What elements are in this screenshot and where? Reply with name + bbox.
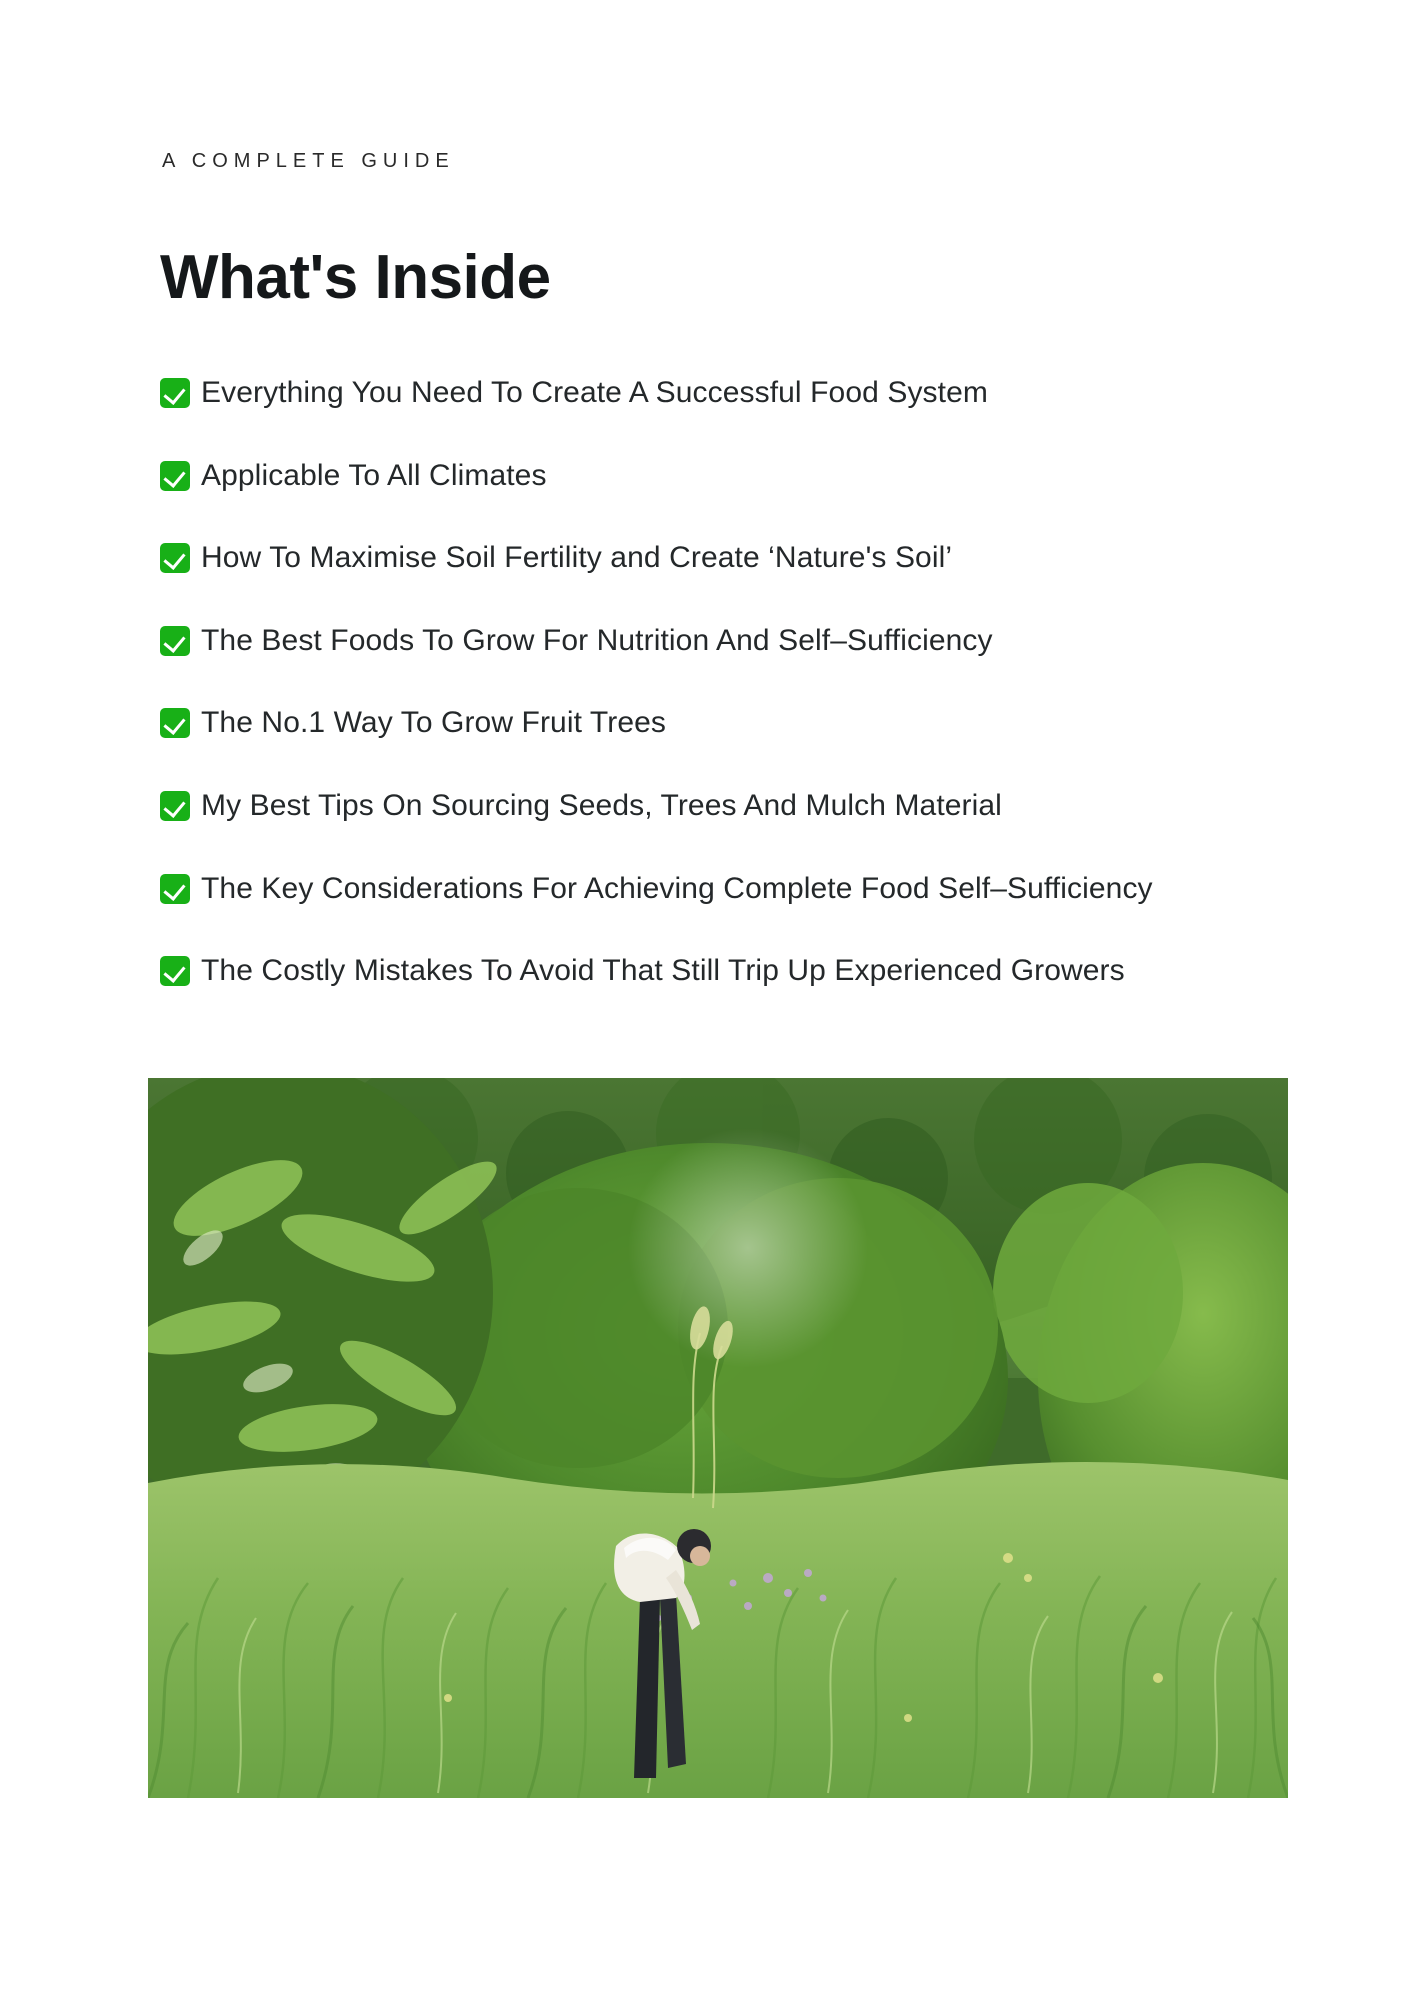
check-mark-icon — [160, 378, 190, 408]
list-item — [160, 455, 1254, 498]
checklist-item-label: How To Maximise Soil Fertility and Create ‘Nature's Soil’ — [201, 541, 953, 575]
check-mark-icon — [160, 956, 190, 986]
eyebrow-label: A COMPLETE GUIDE — [162, 150, 455, 172]
checklist-item-label: The Costly Mistakes To Avoid That Still Trip Up Experienced Growers — [201, 954, 1125, 988]
list-item — [160, 702, 1254, 745]
checklist-item-label: Applicable To All Climates — [201, 458, 547, 492]
checklist-item-label: The No.1 Way To Grow Fruit Trees — [201, 706, 667, 740]
page-title: What's Inside — [160, 243, 551, 312]
list-item — [160, 785, 1254, 828]
check-mark-icon — [160, 543, 190, 573]
check-mark-icon — [160, 791, 190, 821]
checklist-item-label: My Best Tips On Sourcing Seeds, Trees And Mulch Material — [201, 789, 1002, 823]
checklist-item-label: Everything You Need To Create A Successful Food System — [201, 376, 988, 410]
check-mark-icon — [160, 874, 190, 904]
check-mark-icon — [160, 708, 190, 738]
check-mark-icon — [160, 626, 190, 656]
list-item — [160, 868, 1254, 911]
garden-photo — [148, 1078, 1288, 1798]
checklist-item-label: The Key Considerations For Achieving Complete Food Self–Sufficiency — [201, 871, 1153, 905]
check-mark-icon — [160, 461, 190, 491]
list-item — [160, 950, 1254, 993]
list-item — [160, 537, 1254, 580]
list-item — [160, 620, 1254, 663]
checklist-item-label: The Best Foods To Grow For Nutrition And Self–Sufficiency — [201, 623, 993, 657]
checklist — [160, 372, 1254, 993]
list-item — [160, 372, 1254, 415]
